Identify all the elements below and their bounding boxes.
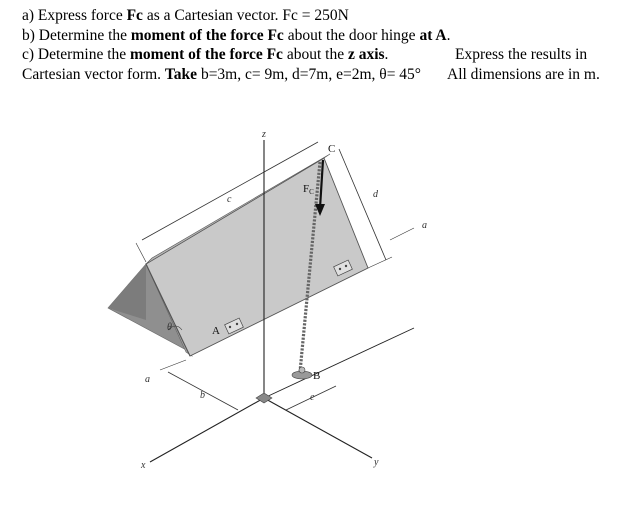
hinge-a-pin2 — [236, 323, 238, 325]
dim-d-ext — [368, 257, 392, 268]
part-c-prefix: c) Determine the — [22, 46, 131, 63]
part-b-suffix: . — [446, 26, 451, 44]
part-c-suffix: . — [384, 46, 389, 63]
door-wedge-shadow — [108, 264, 146, 320]
x-axis-label: x — [141, 460, 146, 471]
z-axis-label: z — [262, 129, 266, 140]
y-axis-label: y — [374, 457, 379, 468]
point-c-label: C — [328, 143, 336, 155]
part-c-right-text: Express the results in — [455, 46, 588, 63]
theta-label: θ — [167, 322, 172, 333]
hinge-right-pin2 — [345, 265, 347, 267]
dim-a-right-line — [390, 228, 414, 240]
part-a-prefix: a) Express force — [22, 7, 127, 24]
units-note: All dimensions are in m. — [447, 65, 600, 83]
force-label: FC — [303, 183, 314, 196]
force-symbol: Fc — [126, 7, 143, 24]
part-c-bold-axis: z axis — [347, 46, 385, 63]
dim-d-label: d — [373, 189, 378, 200]
given-take: Take — [164, 65, 198, 83]
point-b-label: B — [313, 370, 321, 382]
door-panel — [146, 158, 368, 356]
dim-c-label: c — [227, 194, 232, 205]
hinge-a-pin — [229, 326, 231, 328]
part-c-text: about the — [282, 46, 348, 63]
part-b-prefix: b) Determine the — [22, 26, 131, 44]
dim-c-ext1 — [136, 243, 146, 262]
floor-axis-right — [264, 328, 414, 398]
y-axis — [264, 398, 372, 458]
part-b-text: about the door hinge — [283, 26, 420, 44]
x-axis — [150, 398, 264, 462]
point-a-label: A — [212, 325, 220, 337]
hinge-right-pin — [339, 268, 341, 270]
part-b-bold-hinge: at A — [419, 26, 447, 44]
part-a-text: as a Cartesian vector. Fc = 250N — [142, 7, 349, 24]
given-values: b=3m, c= 9m, d=7m, e=2m, θ= 45° — [197, 65, 422, 83]
dim-a-left-label: a — [145, 374, 150, 385]
dim-a-left-line — [160, 360, 186, 370]
anchor-b-ring — [299, 367, 305, 373]
part-b-bold-moment: moment of the force Fc — [130, 26, 284, 44]
dim-a-right-label: a — [422, 220, 427, 231]
part-c-bold-moment: moment of the force Fc — [130, 46, 283, 63]
given-prefix: Cartesian vector form. — [22, 65, 165, 83]
dim-b-label: b — [200, 390, 205, 401]
dim-e-label: e — [310, 392, 315, 403]
